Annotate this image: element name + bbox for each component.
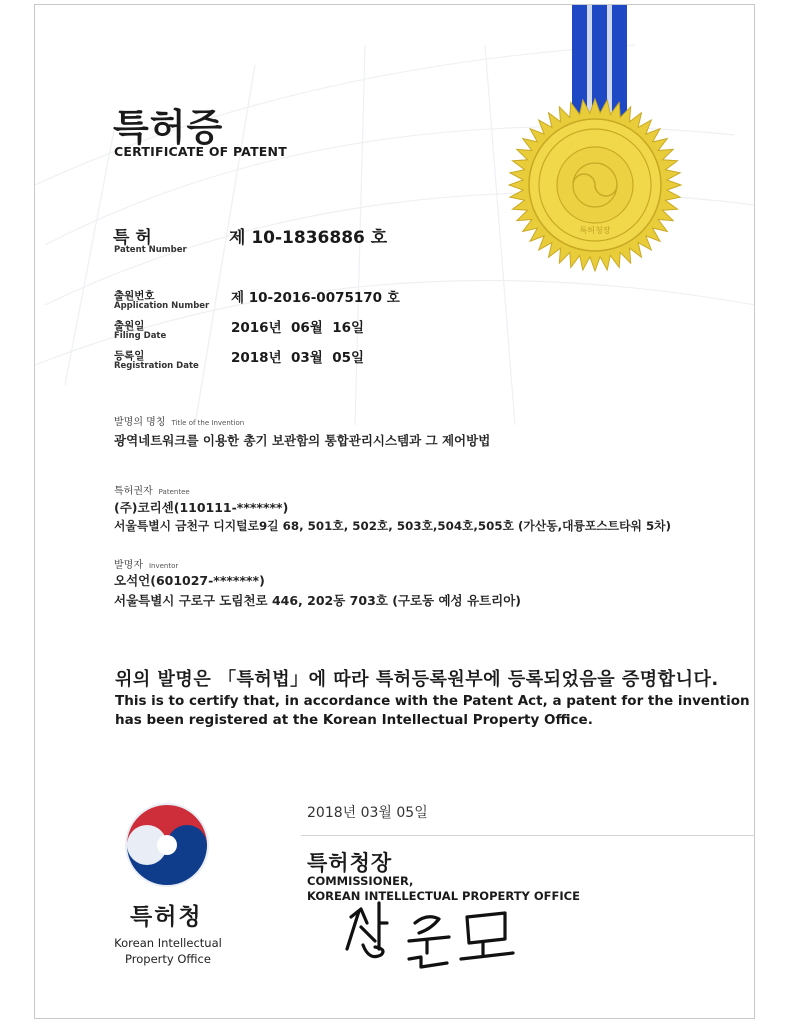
- application-number-label-en: Application Number: [114, 301, 210, 311]
- commissioner-title-en-line1: COMMISSIONER,: [307, 874, 414, 888]
- registration-date-label-en: Registration Date: [114, 361, 199, 371]
- commissioner-title-ko: 특허청장: [307, 851, 393, 875]
- application-number-label: 출원번호: [114, 290, 155, 302]
- certificate-page: [34, 4, 755, 1019]
- office-name-en-line1: Korean Intellectual: [114, 936, 222, 950]
- invention-title-label-en: Title of the Invention: [171, 419, 245, 427]
- registration-date-value: 2018년 03월 05일: [231, 350, 365, 366]
- inventor-label: 발명자: [114, 560, 143, 571]
- invention-title-label: 발명의 명칭: [114, 417, 166, 428]
- certification-statement-en-line1: This is to certify that, in accordance with the Patent Act, a patent for the invention: [115, 693, 750, 709]
- patentee-name: (주)코리센(110111-*******): [114, 500, 289, 515]
- filing-date-value: 2016년 06월 16일: [231, 320, 365, 336]
- issue-date: 2018년 03월 05일: [307, 805, 428, 821]
- patentee-label-en: Patentee: [158, 488, 190, 496]
- certificate-subtitle: CERTIFICATE OF PATENT: [114, 144, 287, 159]
- filing-date-label: 출원일: [114, 320, 145, 332]
- certificate-title: 특허증: [113, 106, 224, 149]
- seal-text: 특허청장: [579, 226, 611, 235]
- inventor-label-en: Inventor: [148, 562, 179, 570]
- office-name-ko: 특허청: [130, 904, 203, 930]
- inventor-address: 서울특별시 구로구 도림천로 446, 202동 703호 (구로동 예성 유트리아): [114, 593, 521, 608]
- commissioner-title-en-line2: KOREAN INTELLECTUAL PROPERTY OFFICE: [307, 889, 580, 903]
- registration-date-label: 등록일: [114, 350, 145, 362]
- application-number-value: 제 10-2016-0075170 호: [231, 290, 400, 306]
- patentee-label: 특허권자: [114, 486, 153, 497]
- patent-number-label: 특 허: [113, 228, 152, 248]
- patent-number-value: 제 10-1836886 호: [229, 228, 388, 248]
- office-name-en-line2: Property Office: [125, 952, 211, 966]
- patent-number-label-en: Patent Number: [114, 245, 187, 255]
- certification-statement-en-line2: has been registered at the Korean Intellectual Property Office.: [115, 712, 593, 728]
- inventor-name: 오석언(601027-*******): [114, 573, 265, 588]
- patentee-address: 서울특별시 금천구 디지털로9길 68, 501호, 502호, 503호,504호,505호 (가산동,대륭포스트타워 5차): [114, 519, 671, 533]
- certification-statement-ko: 위의 발명은 「특허법」에 따라 특허등록원부에 등록되었음을 증명합니다.: [115, 669, 719, 690]
- filing-date-label-en: Filing Date: [114, 331, 167, 341]
- taegeuk-logo-icon: [35, 5, 755, 1019]
- invention-title-value: 광역네트워크를 이용한 총기 보관함의 통합관리시스템과 그 제어방법: [114, 433, 491, 448]
